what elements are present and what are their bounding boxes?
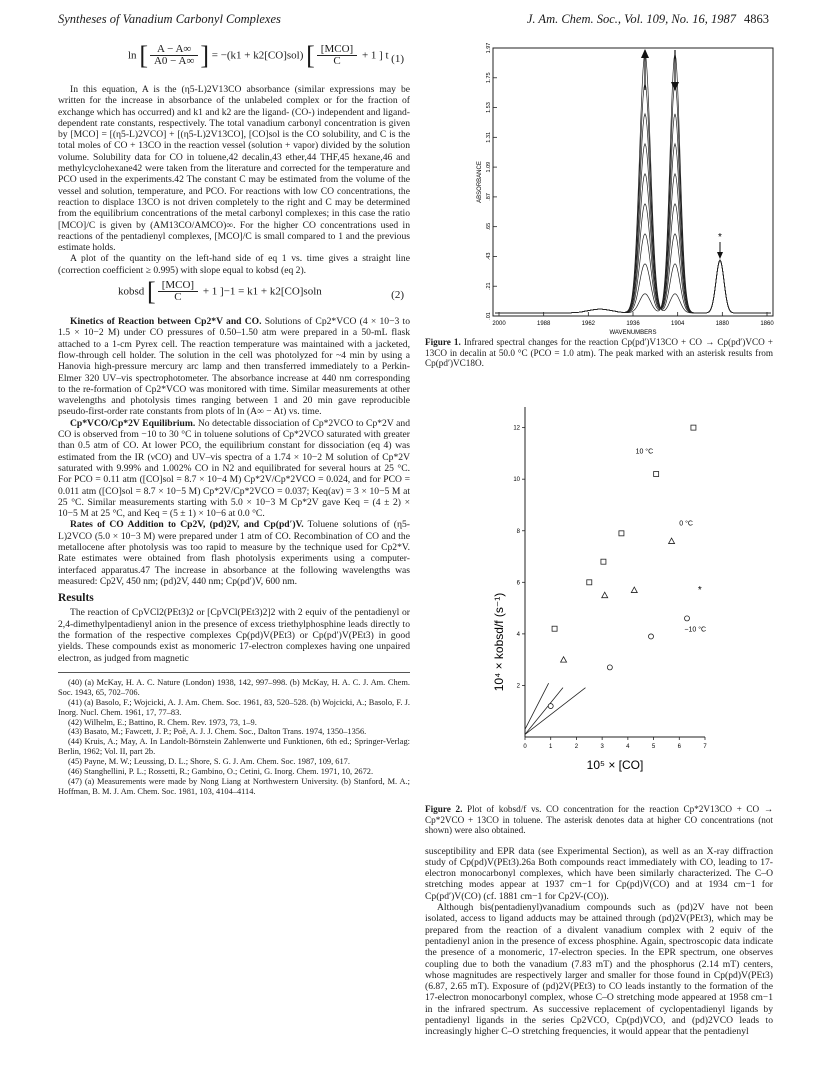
data-point-triangle (561, 656, 567, 662)
journal-citation (527, 12, 769, 27)
right-column (425, 40, 773, 1038)
series-label: −10 °C (684, 626, 707, 634)
reference: (44) Kruis, A.; May, A. In Landolt-Börnstein Zahlenwerte und Funktionen, 6th ed.; Springer-Verlag: Berlin, 1962; Vol. II, part 2b. (58, 737, 410, 757)
spectrum-trace (495, 114, 771, 313)
x-axis-label: 10⁵ × [CO] (586, 757, 644, 772)
paragraph: A plot of the quantity on the left-hand side of eq 1 vs. time gives a straight line (correction coefficient ≥ 0.995) with slope equal to kobsd (eq 2). (58, 253, 410, 276)
eq1-ln: ln (128, 49, 137, 62)
y-tick-label: 8 (516, 528, 520, 535)
eq2-rhs: + 1 ]−1 = k1 + k2[CO]soln (202, 285, 322, 298)
left-column (58, 40, 410, 797)
running-header (58, 12, 769, 32)
y-tick-label: 2 (516, 683, 520, 690)
references (58, 672, 410, 797)
figure-2-caption-text: Plot of kobsd/f vs. CO concentration for the reaction Cp*2V13CO + CO → Cp*2VCO + 13CO in toluene. The asterisk denotes data at higher CO concentrations (not shown) were also obtained. (425, 804, 774, 836)
spectrum-y-tick-label: 1.75 (486, 72, 492, 84)
spectrum-x-tick-label: 1988 (536, 321, 551, 327)
spectrum-x-tick-label: 1936 (626, 321, 640, 327)
y-tick-label: 6 (516, 580, 520, 587)
x-tick-label: 2 (574, 743, 579, 750)
reference: (40) (a) McKay, H. A. C. Nature (London) 1938, 142, 997–998. (b) McKay, H. A. C. J. Am. Chem. Soc. 1943, 65, 702–706. (58, 677, 410, 697)
paragraph: susceptibility and EPR data (see Experimental Section), as well as an X-ray diffraction study of Cp(pd)V(PEt3).26a Both compounds react immediately with CO, leading to 17-electron monocarbonyl complexes, which have been similarly characterized. The C–O stretching modes appear at 1937 cm−1 for Cp(pd)V(CO) and at 1934 cm−1 for Cp(pd′)V(CO) (cf. 1881 cm−1 for Cp2V-(CO)). (425, 845, 773, 902)
spectrum-x-tick-label: 2000 (492, 321, 506, 327)
fit-lines (525, 683, 585, 734)
figure-2-label: Figure 2. (425, 804, 463, 815)
data-point-square (691, 425, 696, 430)
run-in-heading: Cp*VCO/Cp*2V Equilibrium. (70, 417, 196, 429)
up-arrow-icon (641, 49, 649, 58)
spectrum-x-tick-label: 1880 (715, 321, 730, 327)
data-points (548, 425, 696, 708)
spectrum-y-ticks (486, 43, 497, 320)
figure-2 (425, 397, 773, 836)
kinetics-scatter-plot (425, 397, 773, 797)
series-label: 0 °C (679, 520, 693, 528)
right-text (425, 846, 773, 1038)
reference: (43) Basato, M.; Fawcett, J. P.; Poë, A. J. J. Chem. Soc., Dalton Trans. 1974, 1350–1356. (68, 727, 367, 737)
data-point-square (587, 580, 592, 585)
data-point-square (552, 626, 557, 631)
data-point-circle (685, 616, 690, 621)
small-down-arrow-icon (717, 252, 723, 259)
eq1-bracket2-open: [ (306, 41, 315, 71)
eq1-numerator-2: [MCO] (317, 44, 357, 56)
spectrum-y-tick-label: 1.53 (486, 102, 492, 113)
spectrum-trace (495, 54, 771, 313)
reference: (41) (a) Basolo, F.; Wojcicki, A. J. Am. Chem. Soc. 1961, 83, 520–528. (b) Wojcicki, A.; Basolo, F. J. Inorg. Nucl. Chem. 1961, 17, 77–83. (58, 697, 410, 717)
spectrum-y-tick-label: .43 (486, 252, 492, 261)
asterisk-annotation: * (697, 584, 702, 596)
spectrum-traces (495, 54, 771, 313)
equation-2-body (118, 277, 322, 307)
asterisk-marker: * (718, 232, 722, 243)
scatter-axes (492, 407, 707, 772)
figure-1-caption-text: Infrared spectral changes for the reaction Cp(pd′)V13CO + CO → Cp(pd′)VCO + 13CO in decalin at 50.0 °C (PCO = 1.0 atm). The peak marked with an asterisk results from Cp(pd′)VC18O. (425, 337, 773, 369)
spectrum-trace (495, 84, 771, 313)
paragraph (58, 316, 410, 418)
figure-2-caption (425, 804, 773, 836)
reference: (47) (a) Measurements were made by Nong Liang at Northwestern University. (b) Stanford, M. A.; Hoffman, B. M. J. Am. Chem. Soc. 1981, 103, 4104–4114. (58, 777, 410, 796)
eq1-denominator: A0 − A∞ (153, 55, 195, 68)
spectrum-y-tick-label: .21 (486, 282, 492, 291)
spectrum-y-tick-label: .65 (486, 222, 492, 231)
run-in-heading: Kinetics of Reaction between Cp2*V and CO. (70, 316, 262, 328)
figure-1-caption (425, 337, 773, 369)
spectrum-x-ticks (492, 312, 774, 327)
spectrum-x-tick-label: 1904 (670, 321, 685, 327)
x-tick-label: 4 (626, 743, 630, 750)
spectrum-x-tick-label: 1860 (760, 321, 774, 327)
data-point-circle (548, 703, 553, 708)
eq1-fraction (150, 44, 198, 68)
spectrum-y-tick-label: 1.09 (486, 161, 492, 173)
data-point-circle (649, 634, 654, 639)
y-tick-label: 12 (513, 425, 520, 432)
data-point-square (654, 471, 659, 476)
data-point-square (601, 559, 606, 564)
equation-1-body (128, 41, 389, 71)
eq1-numerator: A − A∞ (150, 44, 198, 56)
paragraph-text: No detectable dissociation of Cp*2VCO to Cp*2V and CO is observed from −10 to 30 °C in toluene solutions of Cp*2VCO saturated with greater than 0.5 atm of CO. At lower PCO, the equilibrium constant for dissociation (eq 4) was estimated from the IR (νCO) and UV–vis spectra of a 1.74 × 10−2 M solution of Cp*2V saturated with 9.99% and 1.002% CO in N2 and equilibrated for several hours at 25 °C. For PCO = 0.11 atm ([CO]sol = 8.7 × 10−4 M) Cp*2V/Cp*2VCO = 0.024, and for PCO = 0.011 atm ([CO]sol = 8.7 × 10−5 M) Cp*2V/Cp*2VCO = 0.037; Keq(av) = 3 × 10−5 M at 25 °C. Similar measurements starting with 5.0 × 10−3 M Cp*2V gave Keq = (4 ± 2) × 10−5 M at 25 °C, and Keq = (5 ± 1) × 10−6 at 0.0 °C. (58, 417, 410, 520)
x-tick-label: 6 (677, 743, 681, 750)
eq2-bracket-open: [ (147, 277, 156, 307)
data-point-triangle (602, 592, 608, 598)
eq1-bracket-open: [ (139, 41, 148, 71)
spectrum-y-tick-label: 1.97 (486, 42, 492, 54)
journal-name: J. Am. Chem. Soc., Vol. 109, No. 16, 1987 (526, 12, 736, 26)
equation-2 (58, 276, 410, 316)
eq1-fraction-2 (317, 44, 357, 68)
x-tick-label: 3 (600, 743, 604, 750)
running-title: Syntheses of Vanadium Carbonyl Complexes (58, 12, 281, 26)
eq1-denominator-2: C (333, 55, 341, 68)
reference: (45) Payne, M. W.; Leussing, D. L.; Shore, S. G. J. Am. Chem. Soc. 1987, 109, 617. (68, 757, 350, 767)
spectrum-x-label: WAVENUMBERS (609, 330, 657, 336)
spectrum-trace (495, 114, 771, 313)
data-point-circle (607, 665, 612, 670)
eq2-numerator: [MCO] (158, 280, 198, 292)
figure-1-label: Figure 1. (425, 337, 461, 348)
paragraph: In this equation, A is the (η5-L)2V13CO absorbance (similar expressions may be written for the increase in absorbance of the unlabeled complex or for the fraction of exchange which has occurred) and k1 and k2 are the ligand- (CO-) independent and ligand-dependent rate constants, respectively. The total vanadium carbonyl concentration is given by [MCO] = [(η5-L)2VCO] + [(η5-L)2V13CO], [CO]sol is the CO solubility, and C is the total moles of CO + 13CO in the reaction vessel (solution + vapor) divided by the solution volume. Solubility data for CO in toluene,42 decalin,43 ether,44 THF,45 hexane,46 and methylcyclohexane42 were taken from the literature and corrected for the temperature and PCO used in the experiments.42 The constant C may be estimated from the volume of the vessel and solution, temperature, and PCO. For reactions with low CO concentrations, the reaction to displace 13CO is not driven completely to the right and C may be determined from the equilibrium concentrations of the metal carbonyl complexes; in this case the ratio [MCO]/C is given by (AM13CO/AMCO)∞. For the higher CO concentrations used in reactions of the pentadienyl complexes, [MCO]/C is small compared to 1 and the previous estimate holds. (58, 84, 410, 254)
x-tick-label: 0 (523, 743, 527, 750)
equation-1-number: (1) (391, 53, 404, 65)
spectrum-y-tick-label: .87 (486, 193, 492, 201)
spectrum-x-tick-label: 1962 (581, 321, 596, 327)
run-in-heading: Rates of CO Addition to Cp2V, (pd)2V, and Cp(pd′)V. (70, 519, 304, 531)
paragraph-text: Solutions of Cp2*VCO (4 × 10−3 to 1.5 × 10−2 M) under CO pressures of 0.50–1.50 atm were prepared in a 50-mL flask attached to a 1-cm Pyrex cell. The reaction temperature was maintained with a jacketed, flow-through cell holder. The solution in the cell was photolyzed for ~4 min by using a Hanovia high-pressure mercury arc lamp and then transferred immediately to a Perkin-Elmer 320 UV–vis spectrophotometer. The absorbance increase at 440 nm corresponding to the re-formation of Cp2*VCO was monitored with time. Similar measurements at other wavelengths and photolysis times ranging between 1 and 20 min gave reproducible pseudo-first-order rate constants from plots of ln (A∞ − At) vs. time. (58, 316, 410, 418)
eq1-middle: = −(k1 + k2[CO]sol) (211, 49, 304, 62)
fit-line (525, 683, 549, 729)
paragraph (58, 418, 410, 520)
section-heading-results: Results (58, 592, 94, 605)
spectrum-y-label: ABSORBANCE (477, 161, 483, 203)
eq2-lhs: kobsd (118, 285, 145, 298)
eq1-tail: + 1 ] t (361, 49, 389, 62)
page-number: 4863 (744, 12, 769, 26)
fit-line (525, 687, 563, 734)
paragraph (58, 519, 410, 587)
x-tick-label: 5 (651, 743, 656, 750)
eq2-fraction (158, 280, 198, 304)
spectrum-y-tick-label: .01 (486, 312, 492, 320)
y-tick-label: 10 (513, 476, 520, 483)
spectrum-frame (493, 48, 773, 316)
x-tick-label: 7 (703, 743, 707, 750)
eq1-bracket-close: ] (200, 41, 209, 71)
reference: (46) Stanghellini, P. L.; Rossetti, R.; Gambino, O.; Cetini, G. Inorg. Chem. 1971, 10, 2672. (68, 767, 374, 777)
spectrum-trace (495, 84, 771, 313)
reference: (42) Wilhelm, E.; Battino, R. Chem. Rev. 1973, 73, 1–9. (68, 717, 257, 727)
paragraph-text: Toluene solutions of (η5-L)2VCO (5.0 × 10−3 M) were prepared under 1 atm of CO. Recombination of CO and the metallocene after photolysis was too rapid to measure by the technique used for Cp2*V. Rate estimates were obtained from flash photolysis experiments using a computer-interfaced apparatus.47 The increase in absorbance at the following wavelengths was measured: Cp2V, 450 nm; (pd)2V, 440 nm; Cp(pd′)V, 600 nm. (58, 519, 410, 587)
data-point-triangle (631, 587, 637, 593)
equation-1 (58, 40, 410, 84)
equation-2-number: (2) (391, 289, 404, 302)
spectrum-y-tick-label: 1.31 (486, 131, 492, 143)
data-point-square (619, 531, 624, 536)
spectrum-trace (495, 54, 771, 313)
figure-1 (425, 40, 773, 369)
y-tick-label: 4 (516, 631, 520, 638)
y-axis-label: 10⁴ × kobsd/f (s⁻¹) (492, 592, 506, 692)
data-point-triangle (669, 538, 675, 544)
paragraph: The reaction of CpVCl2(PEt3)2 or [CpVCl(PEt3)2]2 with 2 equiv of the pentadienyl or 2,4-dimethylpentadienyl anion in the presence of excess triethylphosphine leads directly to the formation of the respective complexes Cp(pd)V(PEt3) or Cp(pd′)V(PEt3) in good yields. These compounds exist as monomeric 17-electron complexes having one unpaired electron, as judged from magnetic (58, 607, 410, 664)
ir-spectrum-plot (425, 40, 774, 336)
eq2-denominator: C (174, 291, 182, 304)
series-label: 10 °C (635, 448, 654, 456)
x-tick-label: 1 (549, 743, 553, 750)
paragraph: Although bis(pentadienyl)vanadium compounds such as (pd)2V have not been isolated, access to ligand adducts may be attained through (pd)2V(PEt3), which may be prepared from the reaction of a divalent vanadium complex with 2 equiv of the pentadienyl anion in the presence of excess phosphine. Again, spectroscopic data indicate the presence of a monomeric, 17-electron species. In the EPR spectrum, one observes coupling due to both the vanadium (7.83 mT) and the phosphorus (2.14 mT) centers, whose magnitudes are respectively larger and smaller for those found in Cp(pd)V(PEt3) (6.87, 2.65 mT). Exposure of (pd)2V(PEt3) to CO leads instantly to the formation of the 17-electron monocarbonyl complex, whose C–O stretching mode appeared at 1958 cm−1 in the infrared spectrum. As successive replacement of cyclopentadienyl ligands by pentadienyl ligands in the series Cp2VCO, Cp(pd)VCO, and (pd)2VCO leads to increasingly higher C–O stretching frequencies, it would appear that the pentadienyl (425, 902, 773, 1038)
